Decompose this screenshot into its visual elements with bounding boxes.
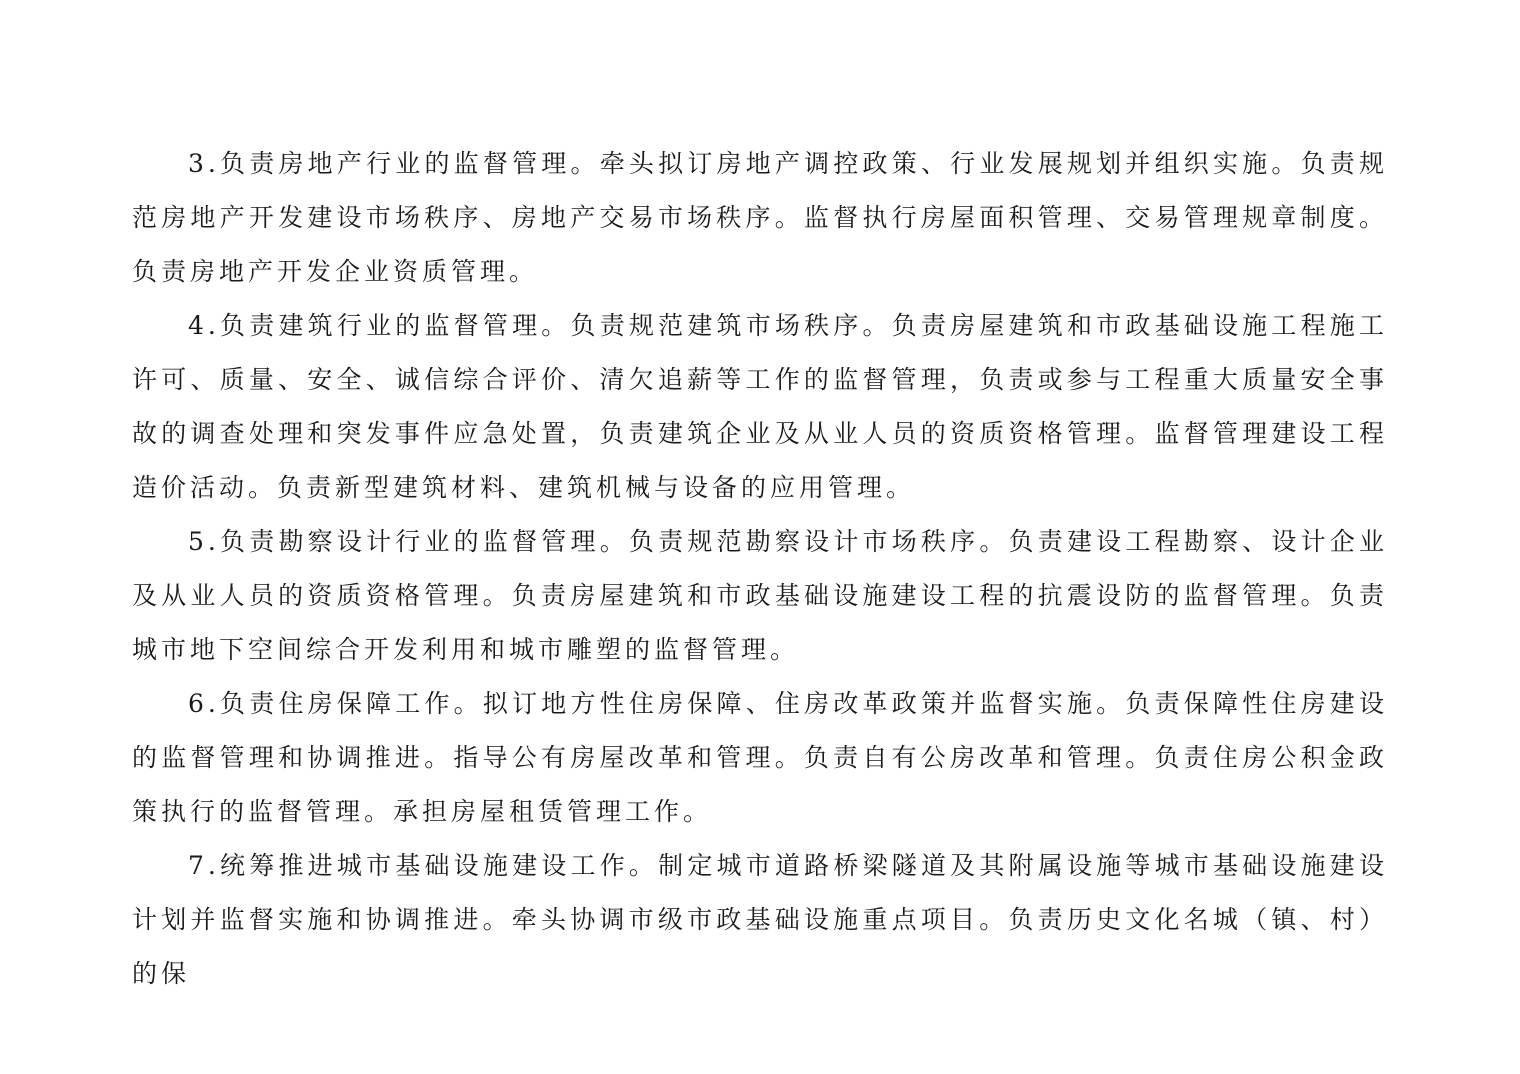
paragraph-item-4: 4.负责建筑行业的监督管理。负责规范建筑市场秩序。负责房屋建筑和市政基础设施工程施工许可、质量、安全、诚信综合评价、清欠追薪等工作的监督管理，负责或参与工程重大质量安全事故的调查处理和突发事件应急处置，负责建筑企业及从业人员的资质资格管理。监督管理建设工程造价活动。负责新型建筑材料、建筑机械与设备的应用管理。 xyxy=(132,311,1388,502)
paragraph-item-5: 5.负责勘察设计行业的监督管理。负责规范勘察设计市场秩序。负责建设工程勘察、设计企业及从业人员的资质资格管理。负责房屋建筑和市政基础设施建设工程的抗震设防的监督管理。负责城市地下空间综合开发利用和城市雕塑的监督管理。 xyxy=(132,527,1388,664)
paragraph-item-3: 3.负责房地产行业的监督管理。牵头拟订房地产调控政策、行业发展规划并组织实施。负责规范房地产开发建设市场秩序、房地产交易市场秩序。监督执行房屋面积管理、交易管理规章制度。负责房地产开发企业资质管理。 xyxy=(132,149,1388,286)
document-page xyxy=(132,137,1388,1001)
paragraph-item-7: 7.统筹推进城市基础设施建设工作。制定城市道路桥梁隧道及其附属设施等城市基础设施建设计划并监督实施和协调推进。牵头协调市级市政基础设施重点项目。负责历史文化名城（镇、村）的保 xyxy=(132,851,1388,988)
paragraph-item-6: 6.负责住房保障工作。拟订地方性住房保障、住房改革政策并监督实施。负责保障性住房建设的监督管理和协调推进。指导公有房屋改革和管理。负责自有公房改革和管理。负责住房公积金政策执行的监督管理。承担房屋租赁管理工作。 xyxy=(132,689,1388,826)
